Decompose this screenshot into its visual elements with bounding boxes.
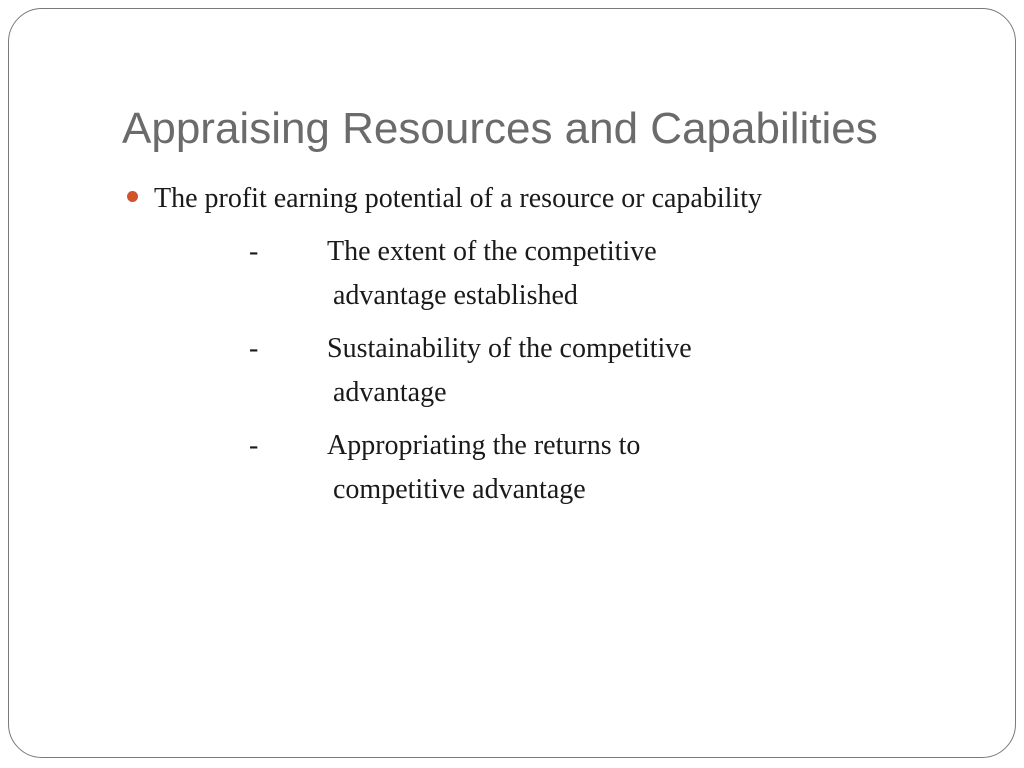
sub-item-line1: The extent of the competitive bbox=[327, 236, 657, 267]
sub-item-line1: Sustainability of the competitive bbox=[327, 333, 692, 364]
bullet-text: The profit earning potential of a resource or capability bbox=[154, 183, 762, 214]
sub-item-line2: advantage established bbox=[333, 280, 578, 311]
slide-title: Appraising Resources and Capabilities bbox=[122, 104, 878, 153]
sub-item-line2: competitive advantage bbox=[333, 474, 586, 505]
slide-frame bbox=[8, 8, 1016, 758]
sub-item-dash: - bbox=[249, 430, 259, 461]
sub-item-line1: Appropriating the returns to bbox=[327, 430, 641, 461]
sub-item-dash: - bbox=[249, 236, 259, 267]
sub-item-line2: advantage bbox=[333, 377, 447, 408]
bullet-dot-icon bbox=[127, 191, 138, 202]
sub-item-dash: - bbox=[249, 333, 259, 364]
